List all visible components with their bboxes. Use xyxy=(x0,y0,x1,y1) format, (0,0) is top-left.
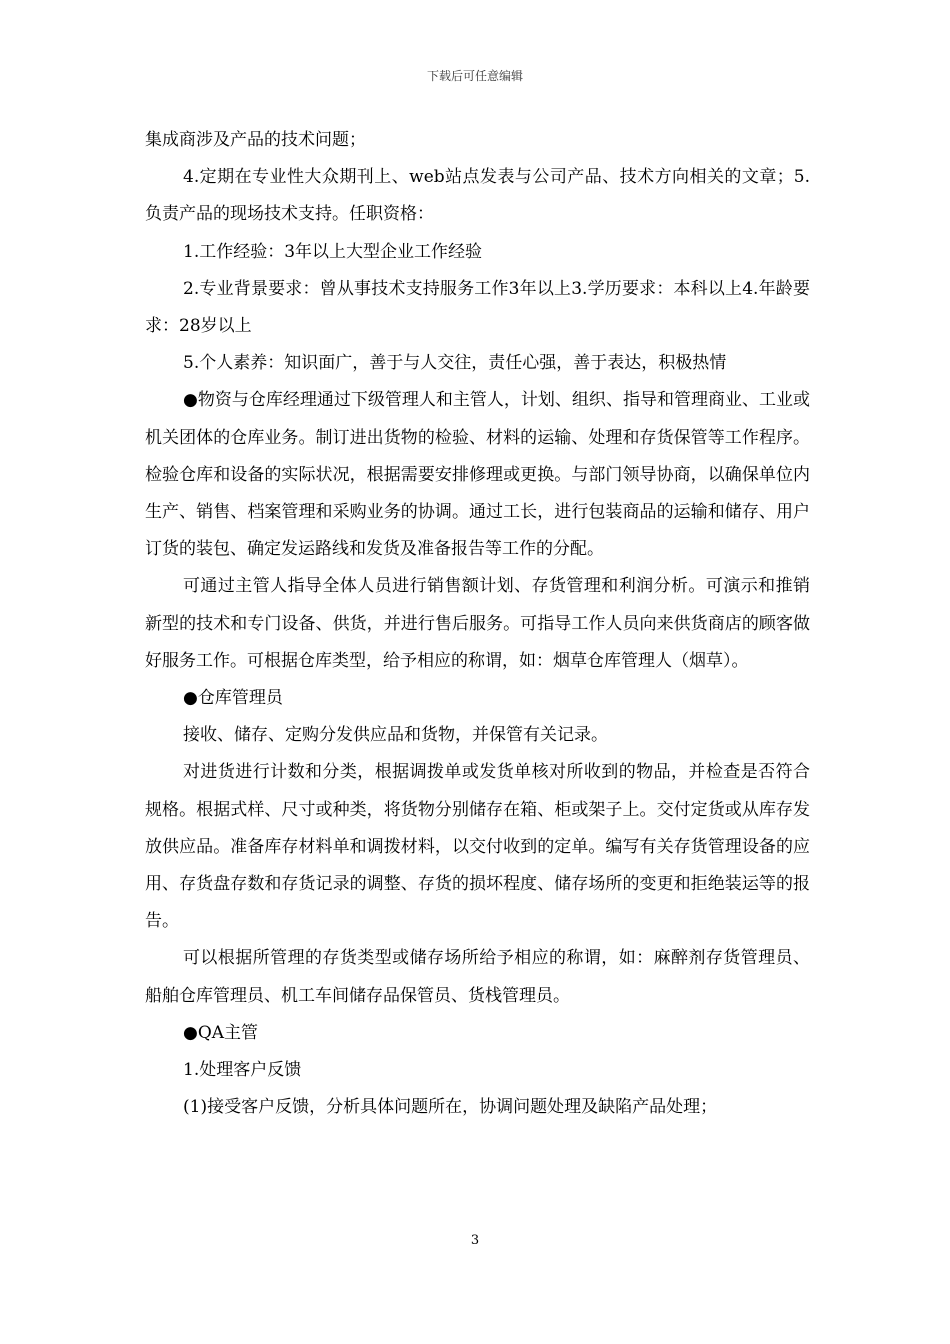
list-item: 1.处理客户反馈 xyxy=(183,1060,302,1081)
page-number: 3 xyxy=(470,1233,480,1248)
paragraph: 可通过主管人指导全体人员进行销售额计划、存货管理和利润分析。可演示和推销新型的技术和专门设备、供货，并进行售后服务。可指导工作人员向来供货商店的顾客做好服务工作。可根据仓库类型，给予相应的称谓，如：烟草仓库管理人（烟草）。 xyxy=(145,576,810,671)
document-body xyxy=(145,122,810,1126)
paragraph: 对进货进行计数和分类，根据调拨单或发货单核对所收到的物品，并检查是否符合规格。根据式样、尺寸或种类，将货物分别储存在箱、柜或架子上。交付定货或从库存发放供应品。准备库存材料单和调拨材料，以交付收到的定单。编写有关存货管理设备的应用、存货盘存数和存货记录的调整、存货的损坏程度、储存场所的变更和拒绝装运等的报告。 xyxy=(145,762,810,932)
section-heading: ●仓库管理员 xyxy=(183,688,283,709)
section-heading: ●QA主管 xyxy=(183,1022,259,1043)
paragraph: 5.个人素养：知识面广，善于与人交往，责任心强，善于表达，积极热情 xyxy=(183,353,727,374)
paragraph: 可以根据所管理的存货类型或储存场所给予相应的称谓，如：麻醉剂存货管理员、船舶仓库管理员、机工车间储存品保管员、货栈管理员。 xyxy=(145,948,810,1006)
paragraph: 2.专业背景要求：曾从事技术支持服务工作3年以上3.学历要求：本科以上4.年龄要求：28岁以上 xyxy=(145,278,810,337)
page-header: 下载后可任意编辑 xyxy=(426,69,523,83)
paragraph: ●物资与仓库经理通过下级管理人和主管人，计划、组织、指导和管理商业、工业或机关团体的仓库业务。制订进出货物的检验、材料的运输、处理和存货保管等工作程序。检验仓库和设备的实际状况，根据需要安排修理或更换。与部门领导协商，以确保单位内生产、销售、档案管理和采购业务的协调。通过工长，进行包装商品的运输和储存、用户订货的装包、确定发运路线和发货及准备报告等工作的分配。 xyxy=(145,390,810,560)
paragraph: 1.工作经验：3年以上大型企业工作经验 xyxy=(183,241,483,262)
list-item: (1)接受客户反馈，分析具体问题所在，协调问题处理及缺陷产品处理； xyxy=(183,1097,718,1118)
paragraph: 集成商涉及产品的技术问题； xyxy=(145,130,366,150)
paragraph: 4.定期在专业性大众期刊上、web站点发表与公司产品、技术方向相关的文章；5.负责产品的现场技术支持。任职资格： xyxy=(145,167,810,225)
paragraph: 接收、储存、定购分发供应品和货物，并保管有关记录。 xyxy=(183,725,608,746)
